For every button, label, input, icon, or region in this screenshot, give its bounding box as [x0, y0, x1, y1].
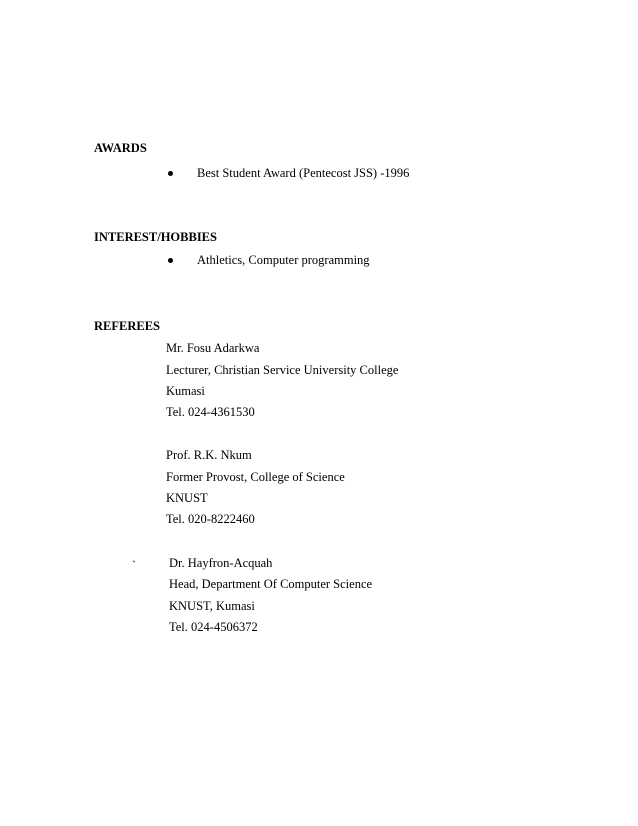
referee-1-title: Lecturer, Christian Service University College	[166, 363, 399, 377]
referee-2-name: Prof. R.K. Nkum	[166, 448, 252, 462]
referee-2-title: Former Provost, College of Science	[166, 470, 345, 484]
bullet-icon	[168, 258, 173, 263]
referees-heading: REFEREES	[94, 319, 160, 333]
hobby-text: Athletics, Computer programming	[197, 253, 370, 267]
award-text: Best Student Award (Pentecost JSS) -1996	[197, 166, 410, 180]
referee-3-location: KNUST, Kumasi	[169, 599, 255, 613]
bullet-icon	[168, 171, 173, 176]
referee-1-location: Kumasi	[166, 384, 205, 398]
referee-3-name: Dr. Hayfron-Acquah	[169, 556, 273, 570]
referee-3-tel: Tel. 024-4506372	[169, 620, 258, 634]
awards-heading: AWARDS	[94, 141, 147, 155]
referee-1-name: Mr. Fosu Adarkwa	[166, 341, 260, 355]
referee-3-title: Head, Department Of Computer Science	[169, 577, 373, 591]
referee-1-tel: Tel. 024-4361530	[166, 405, 255, 419]
stray-backtick-mark: `	[132, 558, 136, 572]
referee-2-location: KNUST	[166, 491, 208, 505]
hobbies-heading: INTEREST/HOBBIES	[94, 230, 217, 244]
referee-2-tel: Tel. 020-8222460	[166, 512, 255, 526]
